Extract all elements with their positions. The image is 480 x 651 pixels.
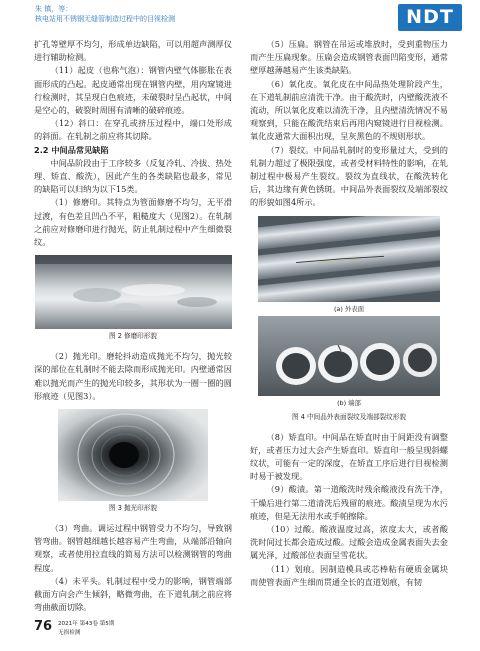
continued-paragraph: 扩孔等壁厚不均匀，形成单边缺陷，可以用超声测厚仪进行辅助检测。 — [34, 39, 232, 63]
bore-center — [109, 442, 139, 468]
tube-bore — [408, 348, 432, 372]
tube-stack — [258, 216, 440, 302]
grinding-mark — [121, 284, 185, 296]
figure-3 — [34, 409, 232, 516]
figure-4b-label: (b) 端部 — [337, 398, 361, 407]
figure-2-photo — [35, 255, 232, 329]
tube-bore — [366, 349, 394, 375]
defect-grinding-mark: （1）修磨印。其特点为管面修磨不均匀，无平滑过渡，有色差且凹凸不平，粗糙度大（见图2）。在轧制之前应对修磨印进行抛光，防止轧制过程中产生细微裂纹。 — [34, 197, 232, 248]
journal-name: 无损检测 — [58, 630, 81, 636]
tube-bore — [282, 353, 310, 379]
figure-3-caption: 图 3 抛光印形貌 — [109, 504, 157, 513]
grinding-mark — [73, 288, 121, 302]
running-head-authors: 朱 镇，等： — [35, 5, 73, 13]
defect-acid-stain: （9）酸渍。第一道酸洗时残余酸液没有洗干净，干燥后进行第二道清洗后残留的痕迹。酸渍呈现为水污痕迹，但是无法用水或手帕擦除。 — [250, 484, 448, 521]
defect-crack: （7）裂纹。中间品轧制时的变形量过大，受到的轧制力超过了极限强度，或者受材料特性的影响，在轧制过程中极易产生裂纹。裂纹为直线状，在酸洗转化后，其边缘有黄色锈斑。中间品外表面裂纹及端部裂纹的形貌如图4所示。 — [250, 144, 448, 208]
defect-uneven-end: （4）未平头。轧制过程中受力的影响，钢管端部截面方向会产生倾斜，略微弯曲，在下道轧制之前应将弯曲截面切除。 — [34, 575, 232, 613]
figure-2 — [34, 255, 232, 344]
left-column — [34, 38, 232, 620]
figure-3-photo — [58, 409, 208, 501]
section-intro: 中间品阶段由于工序较多（反复冷轧、冷拔、热处理、矫直、酸洗），因此产生的各类缺陷也最多，常见的缺陷可以归纳为以下15类。 — [34, 157, 232, 195]
grinding-mark — [177, 297, 217, 307]
figure-4 — [250, 216, 448, 425]
photo-background — [35, 255, 232, 264]
defect-straightening-mark: （8）矫直印。中间品在矫直时由于间距没有调整好，或者压力过大会产生矫直印。矫直印一般呈现斜螺纹状，可能有一定的深度，在矫直工序后进行目视检测时易于被发现。 — [250, 431, 448, 482]
figure-4a-label: (a) 外表面 — [333, 304, 365, 313]
defect-item-12-bevel: （12）斜口：在穿孔或挤压过程中，端口处形成的斜面。在轧制之前应将其切除。 — [34, 118, 232, 142]
defect-item-11-blister: （11）起皮（也称气泡）：钢管内壁气体膨胀在表面形成的凸起。起皮通常出现在钢管内壁，用内窥镜进行检测时，其呈现白色痕迹，未破裂时呈凸起状，中间是空心的，破裂时周围有清晰的破碎痕迹。 — [34, 65, 232, 116]
defect-flattening: （5）压扁。钢管在吊运或堆放时，受到重物压力而产生压扁现象。压扁会造成钢管表面凹陷变形，通常壁厚越薄越易产生该类缺陷。 — [250, 39, 448, 76]
grinding-mark — [113, 303, 141, 311]
defect-bending: （3）弯曲。调运过程中钢管受力不均匀，导致钢管弯曲。钢管越细越长越容易产生弯曲，从端部沿轴向观察，或者使用拉直线的简易方法可以检测钢管的弯曲程度。 — [34, 523, 232, 573]
running-head-title: 核电站用不锈钢无缝管制造过程中的目视检测 — [35, 15, 175, 23]
defect-polishing-mark: （2）抛光印。磨轮抖动造成抛光不均匀，抛光较深的部位在轧制时不能去除而形成抛光印。内壁通常因难以抛光而产生的抛光印较多，其形状为一圈一圈的圆形痕迹（见图3）。 — [34, 351, 232, 401]
defect-oxide-scale: （6）氧化皮。氧化皮在中间品热处理阶段产生，在下道轧制前应清洗干净。由于酸洗时，内壁酸洗液不流动，所以氧化皮难以清洗干净，且内壁清洗情况不易观察到，只能在酸洗结束后再用内窥镜进行目视检测。氧化皮通常大面积出现，呈灰黑色的不规则形状。 — [250, 78, 448, 142]
issue-info: 2021年 第43卷 第5期 — [58, 621, 115, 627]
page-number: 76 — [34, 619, 53, 634]
defect-scratch: （11）划痕。因制造模具或芯棒粘有硬质金属块而使管表面产生细而贯通全长的直道划痕，有韧 — [250, 563, 448, 587]
right-column — [250, 38, 448, 620]
section-heading: 2.2 中间品常见缺陷 — [34, 144, 109, 155]
figure-4a-photo — [258, 216, 440, 302]
figure-4-caption: 图 4 中间品外表面裂纹及端部裂纹形貌 — [292, 412, 406, 421]
figure-2-caption: 图 2 修磨印形貌 — [109, 332, 157, 341]
journal-logo: NDT — [398, 4, 462, 31]
figure-4b-photo — [258, 316, 440, 396]
tube-bore — [324, 351, 352, 377]
defect-over-pickling: （10）过酸。酸液温度过高，浓度太大，或者酸洗时间过长都会造成过酸。过酸会造成金属表面失去金属光泽，过酸部位表面呈雪花状。 — [250, 524, 448, 561]
